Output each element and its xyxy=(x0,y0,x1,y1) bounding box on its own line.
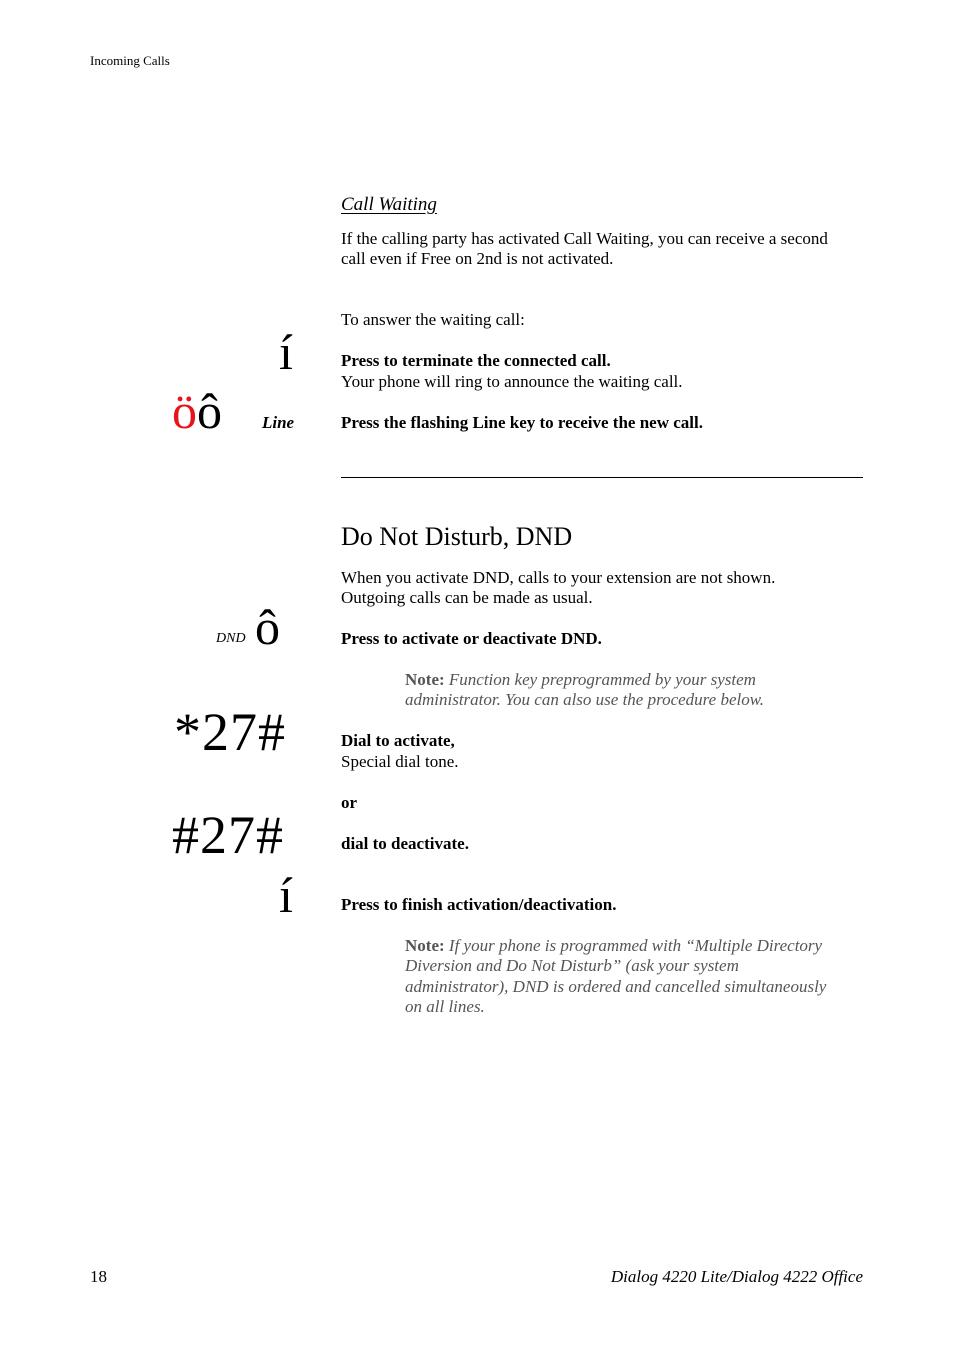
clear-key-icon: í xyxy=(279,324,293,380)
or-text: or xyxy=(341,793,358,812)
page-number: 18 xyxy=(90,1267,107,1286)
dnd-intro-line2: Outgoing calls can be made as usual. xyxy=(341,588,593,607)
step-ring-announce: Your phone will ring to announce the waiting call. xyxy=(341,372,683,391)
line-key-icon xyxy=(172,383,222,439)
step-finish: Press to finish activation/deactivation. xyxy=(341,895,617,914)
call-waiting-intro-line1: If the calling party has activated Call Waiting, you can receive a second xyxy=(341,229,828,248)
step-activate-dnd: Press to activate or deactivate DND. xyxy=(341,629,602,648)
note-multiple-directory-line3 xyxy=(405,977,826,998)
note-multiple-directory-line2 xyxy=(405,956,739,977)
step-receive-new-call: Press the flashing Line key to receive the new call. xyxy=(341,413,703,432)
note-function-key-line2 xyxy=(405,690,764,711)
note-text: on all lines. xyxy=(405,997,485,1016)
running-header: Incoming Calls xyxy=(90,53,170,68)
call-waiting-title: Call Waiting xyxy=(341,194,437,215)
step-dial-activate: Dial to activate, xyxy=(341,731,455,750)
dnd-intro-line1: When you activate DND, calls to your extension are not shown. xyxy=(341,568,776,587)
deactivate-code: #27# xyxy=(172,805,284,865)
call-waiting-intro-line2: call even if Free on 2nd is not activated. xyxy=(341,249,614,268)
note-text: administrator. You can also use the procedure below. xyxy=(405,690,765,709)
special-dial-tone: Special dial tone. xyxy=(341,752,459,771)
note-multiple-directory xyxy=(405,936,822,957)
note-text: Function key preprogrammed by your system xyxy=(448,670,756,689)
note-label: Note: xyxy=(405,936,445,955)
call-waiting-lead: To answer the waiting call: xyxy=(341,310,525,329)
note-text: Diversion and Do Not Disturb” (ask your system xyxy=(405,956,739,975)
dnd-key-icon: ô xyxy=(255,599,280,655)
step-terminate-call: Press to terminate the connected call. xyxy=(341,351,611,370)
note-multiple-directory-line4 xyxy=(405,997,485,1018)
line-key-label: Line xyxy=(262,413,295,432)
dnd-title: Do Not Disturb, DND xyxy=(341,522,573,551)
activate-code: *27# xyxy=(174,702,286,762)
section-divider xyxy=(341,477,863,478)
dnd-key-label: DND xyxy=(216,631,246,646)
clear-key-icon: í xyxy=(279,867,293,923)
line-key-lamp-icon: ö xyxy=(172,383,197,439)
note-text: If your phone is programmed with “Multiple Directory xyxy=(448,936,823,955)
step-dial-deactivate: dial to deactivate. xyxy=(341,834,469,853)
document-title: Dialog 4220 Lite/Dialog 4222 Office xyxy=(610,1267,863,1286)
note-label: Note: xyxy=(405,670,445,689)
note-function-key xyxy=(405,670,756,691)
note-text: administrator), DND is ordered and cancelled simultaneously xyxy=(405,977,827,996)
line-key-button-icon: ô xyxy=(197,383,222,439)
